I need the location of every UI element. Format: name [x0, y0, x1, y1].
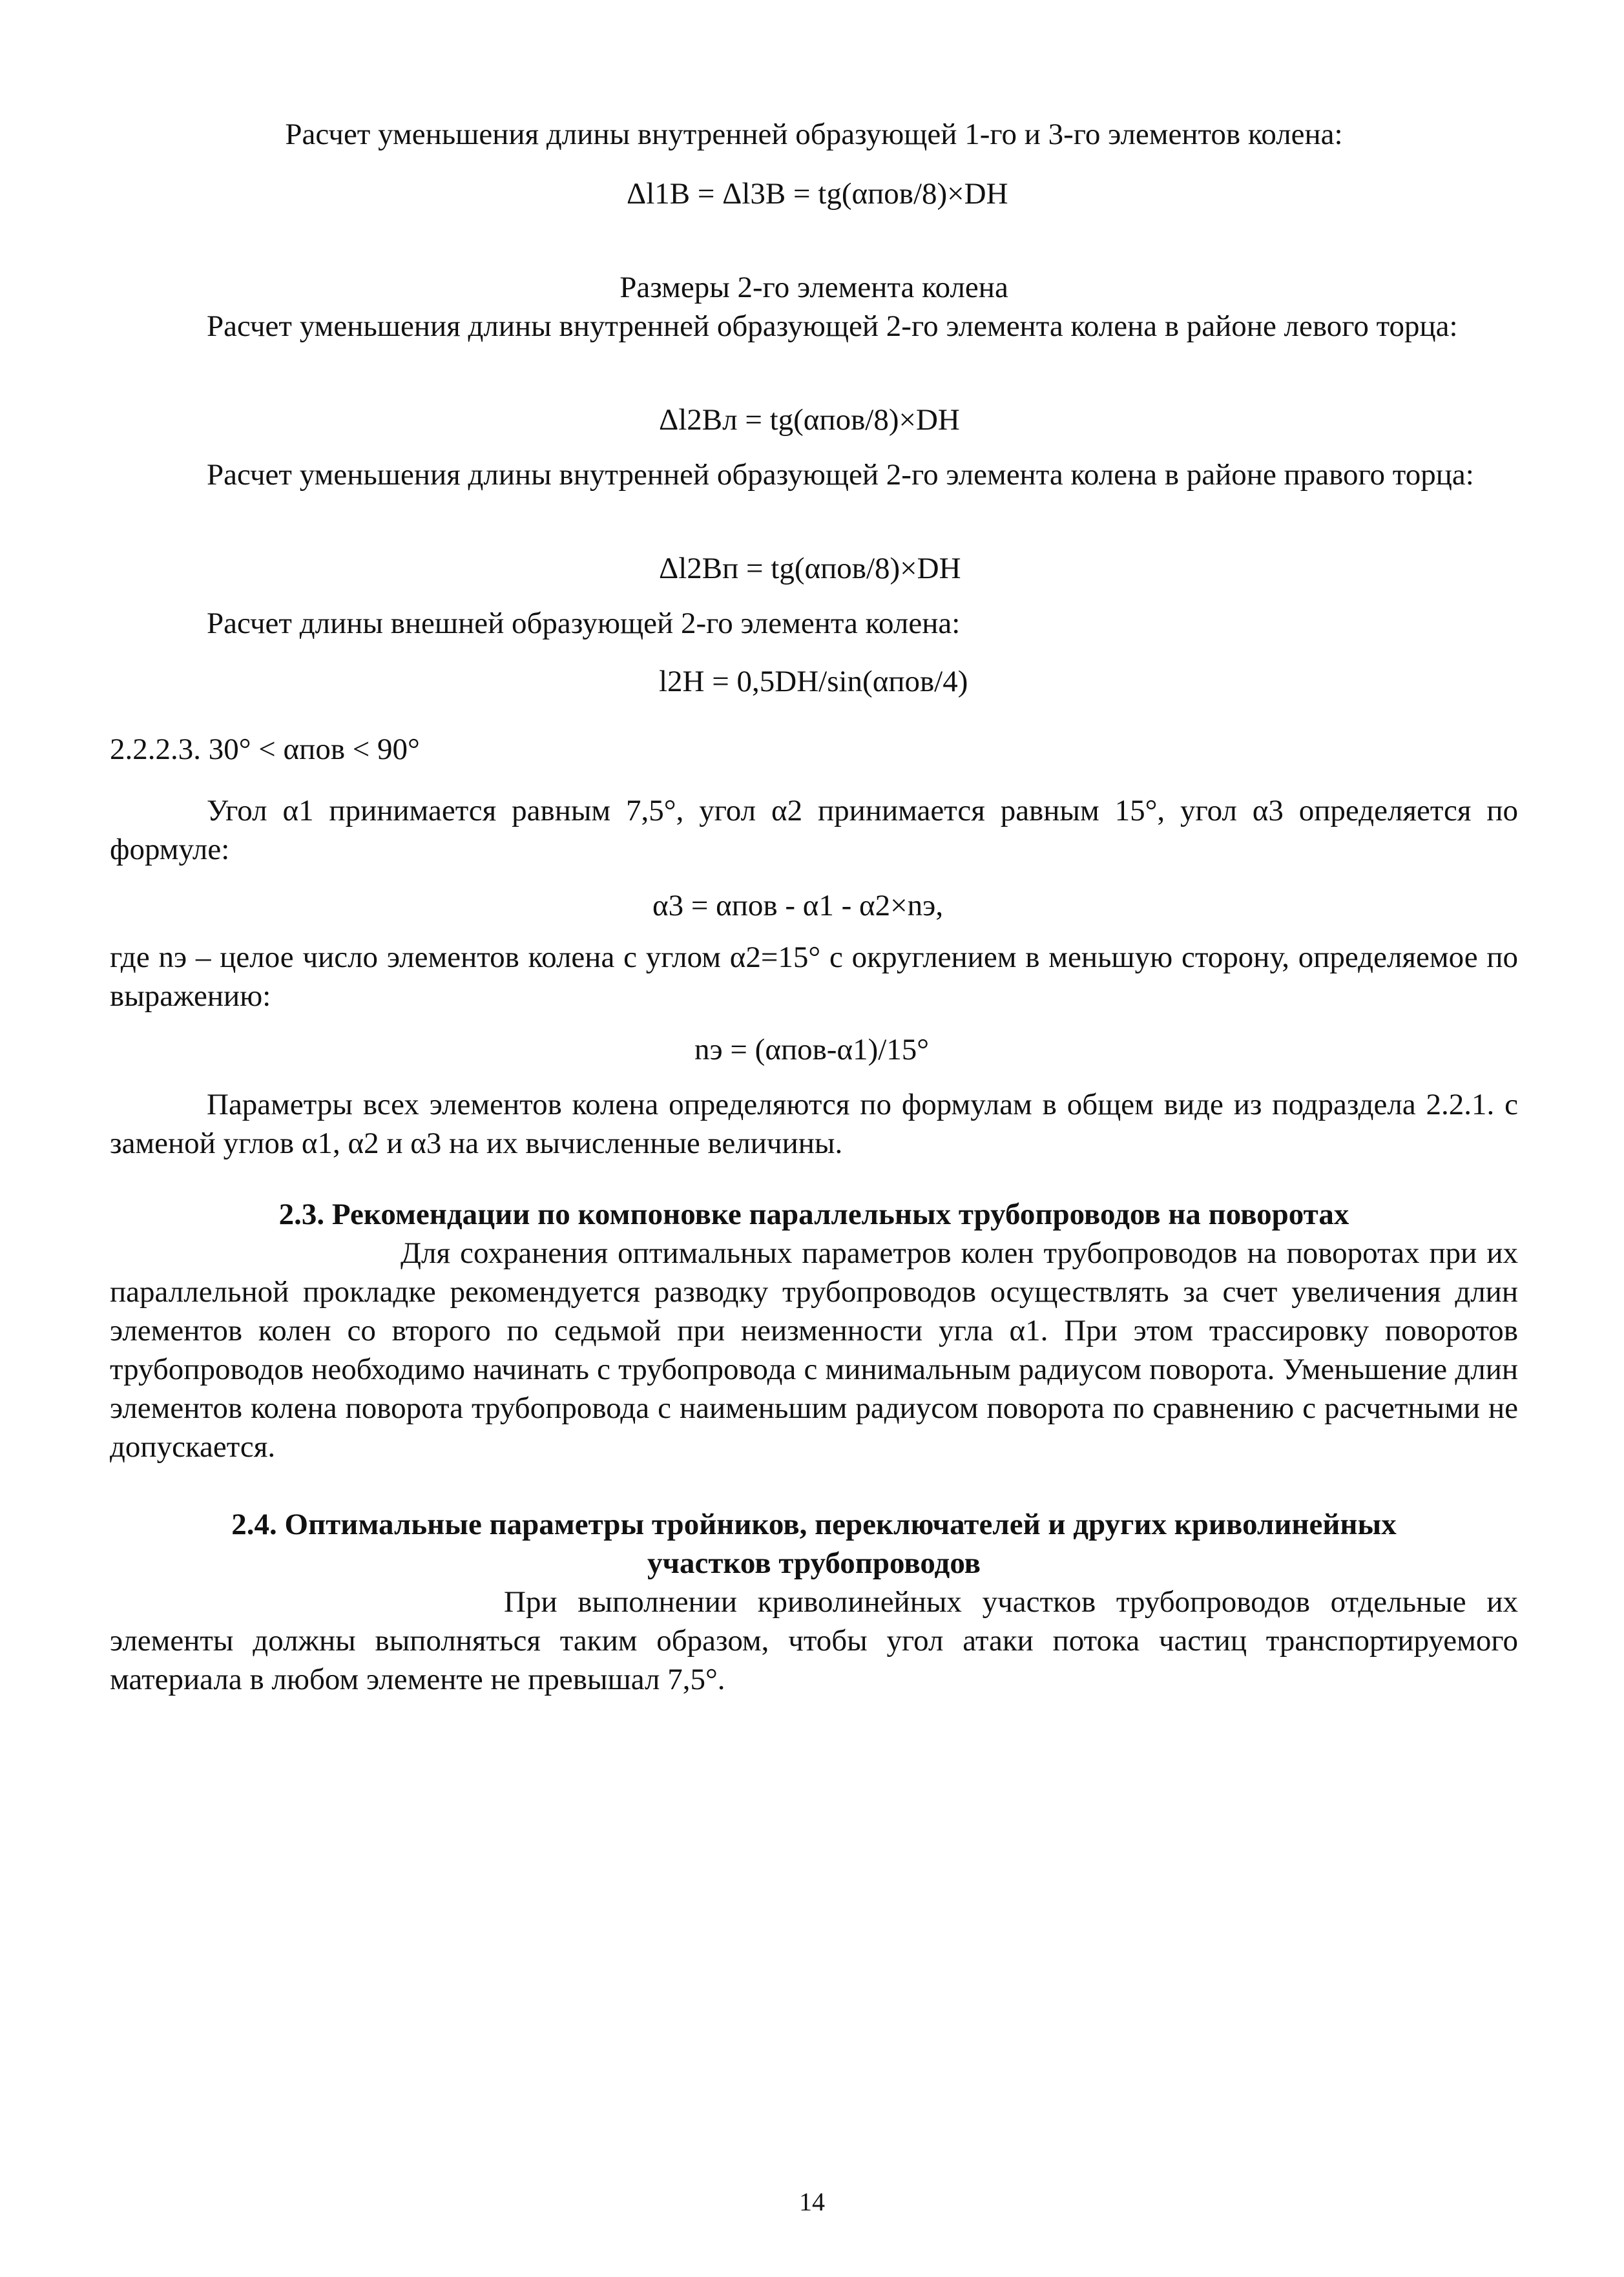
paragraph-left-end: Расчет уменьшения длины внутренней образующей 2-го элемента колена в районе левого торца:	[207, 309, 1458, 343]
formula-delta-l1: Δl1В = Δl3В = tg(αпов/8)×DН	[627, 177, 1008, 211]
formula-alpha3: α3 = αпов - α1 - α2×nэ,	[652, 889, 944, 922]
paragraph-outer-length: Расчет длины внешней образующей 2-го элемента колена:	[207, 607, 961, 640]
heading-2-4-line-2: участков трубопроводов	[647, 1546, 981, 1580]
paragraph-parameters: Параметры всех элементов колена определяются по формулам в общем виде из подраздела 2.2.1. с заменой углов α1, α2 и α3 на их вычисленные величины.	[110, 1088, 1518, 1160]
paragraph-right-end: Расчет уменьшения длины внутренней образующей 2-го элемента колена в районе правого торца:	[207, 458, 1474, 492]
paragraph-where-n: где nэ – целое число элементов колена с углом α2=15° с округлением в меньшую сторону, определяемое по выражению:	[110, 941, 1518, 1013]
heading-2-4-line-1: 2.4. Оптимальные параметры тройников, переключателей и других криволинейных	[231, 1508, 1397, 1541]
heading-2-3: 2.3. Рекомендации по компоновке параллельных трубопроводов на поворотах	[278, 1198, 1349, 1231]
paragraph-2-3: Для сохранения оптимальных параметров колен трубопроводов на поворотах при их параллельной прокладке рекомендуется разводку трубопроводов осуществлять за счет увеличения длин элементов колен со второго по седьмой при неизменности угла α1. При этом трассировку поворотов трубопроводов необходимо начинать с трубопровода с минимальным радиусом поворота. Уменьшение длин элементов колена поворота трубопровода с наименьшим радиусом поворота по сравнению с расчетными не допускается.	[110, 1236, 1518, 1464]
subtitle-element-2: Размеры 2-го элемента колена	[619, 271, 1008, 304]
intro-paragraph-1: Расчет уменьшения длины внутренней образующей 1-го и 3-го элементов колена:	[285, 118, 1343, 151]
formula-delta-l2-left: Δl2Вл = tg(αпов/8)×DН	[659, 403, 960, 437]
formula-l2-outer: l2Н = 0,5DН/sin(αпов/4)	[659, 665, 968, 698]
formula-n-elements: nэ = (αпов-α1)/15°	[694, 1033, 930, 1066]
page-number: 14	[799, 2187, 825, 2216]
formula-delta-l2-right: Δl2Вп = tg(αпов/8)×DН	[659, 552, 961, 585]
item-2-2-2-3: 2.2.2.3. 30° < αпов < 90°	[110, 733, 420, 766]
paragraph-angles: Угол α1 принимается равным 7,5°, угол α2 принимается равным 15°, угол α3 определяется по формуле:	[110, 794, 1518, 866]
paragraph-2-4: При выполнении криволинейных участков трубопроводов отдельные их элементы должны выполняться таким образом, чтобы угол атаки потока частиц транспортируемого материала в любом элементе не превышал 7,5°.	[110, 1585, 1518, 1696]
